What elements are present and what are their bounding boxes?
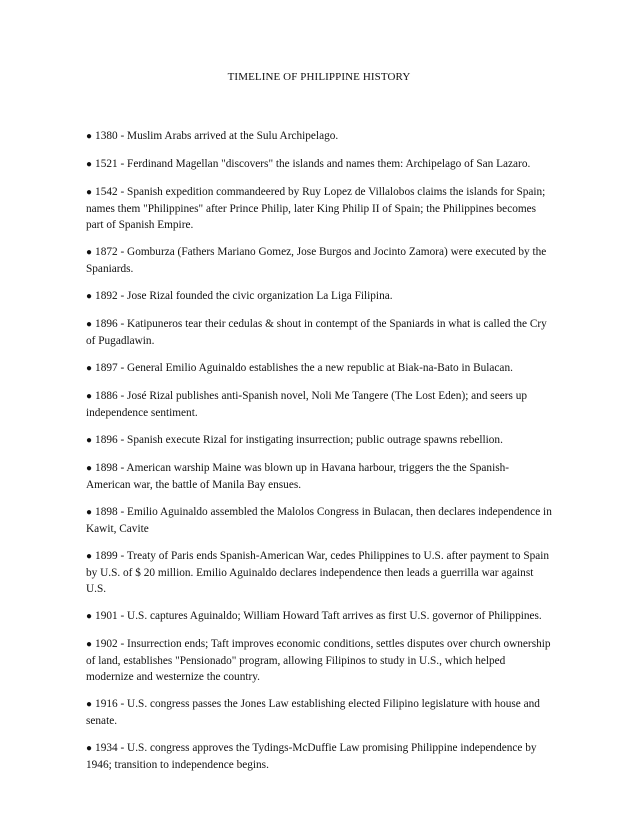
bullet-icon: ● — [86, 131, 93, 142]
entry-text: 1902 - Insurrection ends; Taft improves economic conditions, settles disputes over church ownership of land, establishes "Pensionado" program, allowing Filipinos to study in U.S., which helped modernize and westernize the country. — [86, 638, 551, 683]
bullet-icon: ● — [86, 159, 93, 170]
timeline-entry — [86, 156, 552, 173]
bullet-icon: ● — [86, 187, 93, 198]
bullet-icon: ● — [86, 463, 93, 474]
timeline-entry — [86, 388, 552, 421]
entry-text: 1380 - Muslim Arabs arrived at the Sulu Archipelago. — [95, 130, 339, 142]
bullet-icon: ● — [86, 507, 93, 518]
timeline-entry — [86, 504, 552, 537]
entry-text: 1898 - Emilio Aguinaldo assembled the Malolos Congress in Bulacan, then declares independence in Kawit, Cavite — [86, 506, 552, 535]
entry-text: 1934 - U.S. congress approves the Tydings-McDuffie Law promising Philippine independence by 1946; transition to independence begins. — [86, 742, 537, 771]
bullet-icon: ● — [86, 291, 93, 302]
timeline-entry — [86, 288, 552, 305]
entry-text: 1896 - Spanish execute Rizal for instigating insurrection; public outrage spawns rebellion. — [95, 434, 503, 446]
entry-text: 1521 - Ferdinand Magellan "discovers" the islands and names them: Archipelago of San Lazaro. — [95, 158, 531, 170]
entry-text: 1898 - American warship Maine was blown up in Havana harbour, triggers the the Spanish-American war, the battle of Manila Bay ensues. — [86, 462, 510, 491]
timeline-entry — [86, 696, 552, 729]
bullet-icon: ● — [86, 391, 93, 402]
bullet-icon: ● — [86, 435, 93, 446]
entry-text: 1901 - U.S. captures Aguinaldo; William Howard Taft arrives as first U.S. governor of Philippines. — [95, 610, 542, 622]
bullet-icon: ● — [86, 639, 93, 650]
document-title: TIMELINE OF PHILIPPINE HISTORY — [227, 71, 411, 83]
bullet-icon: ● — [86, 319, 93, 330]
timeline-entry — [86, 608, 552, 625]
entry-text: 1542 - Spanish expedition commandeered by Ruy Lopez de Villalobos claims the islands for Spain; names them "Philippines" after Prince Philip, later King Philip II of Spain; the Philippines becomes part of Spanish Empire. — [86, 186, 546, 231]
timeline-entry — [86, 184, 552, 233]
timeline-entry — [86, 548, 552, 597]
entry-text: 1886 - José Rizal publishes anti-Spanish novel, Noli Me Tangere (The Lost Eden); and seers up independence sentiment. — [86, 390, 528, 419]
timeline-entry — [86, 636, 552, 685]
timeline-entry — [86, 128, 552, 145]
entry-text: 1916 - U.S. congress passes the Jones Law establishing elected Filipino legislature with house and senate. — [86, 698, 540, 727]
timeline-entry — [86, 316, 552, 349]
timeline-entry — [86, 360, 552, 377]
bullet-icon: ● — [86, 611, 93, 622]
timeline-entry — [86, 460, 552, 493]
entry-text: 1892 - Jose Rizal founded the civic organization La Liga Filipina. — [95, 290, 393, 302]
bullet-icon: ● — [86, 247, 93, 258]
timeline-entry — [86, 432, 552, 449]
entry-text: 1899 - Treaty of Paris ends Spanish-American War, cedes Philippines to U.S. after payment to Spain by U.S. of $ 20 million. Emilio Aguinaldo declares independence then leads a guerrilla war against U.S. — [86, 550, 550, 595]
timeline-list — [86, 128, 552, 784]
bullet-icon: ● — [86, 699, 93, 710]
bullet-icon: ● — [86, 551, 93, 562]
entry-text: 1872 - Gomburza (Fathers Mariano Gomez, Jose Burgos and Jocinto Zamora) were executed by the Spaniards. — [86, 246, 547, 275]
bullet-icon: ● — [86, 743, 93, 754]
timeline-entry — [86, 740, 552, 773]
entry-text: 1897 - General Emilio Aguinaldo establishes the a new republic at Biak-na-Bato in Bulacan. — [95, 362, 513, 374]
bullet-icon: ● — [86, 363, 93, 374]
timeline-entry — [86, 244, 552, 277]
entry-text: 1896 - Katipuneros tear their cedulas & shout in contempt of the Spaniards in what is called the Cry of Pugadlawin. — [86, 318, 547, 347]
